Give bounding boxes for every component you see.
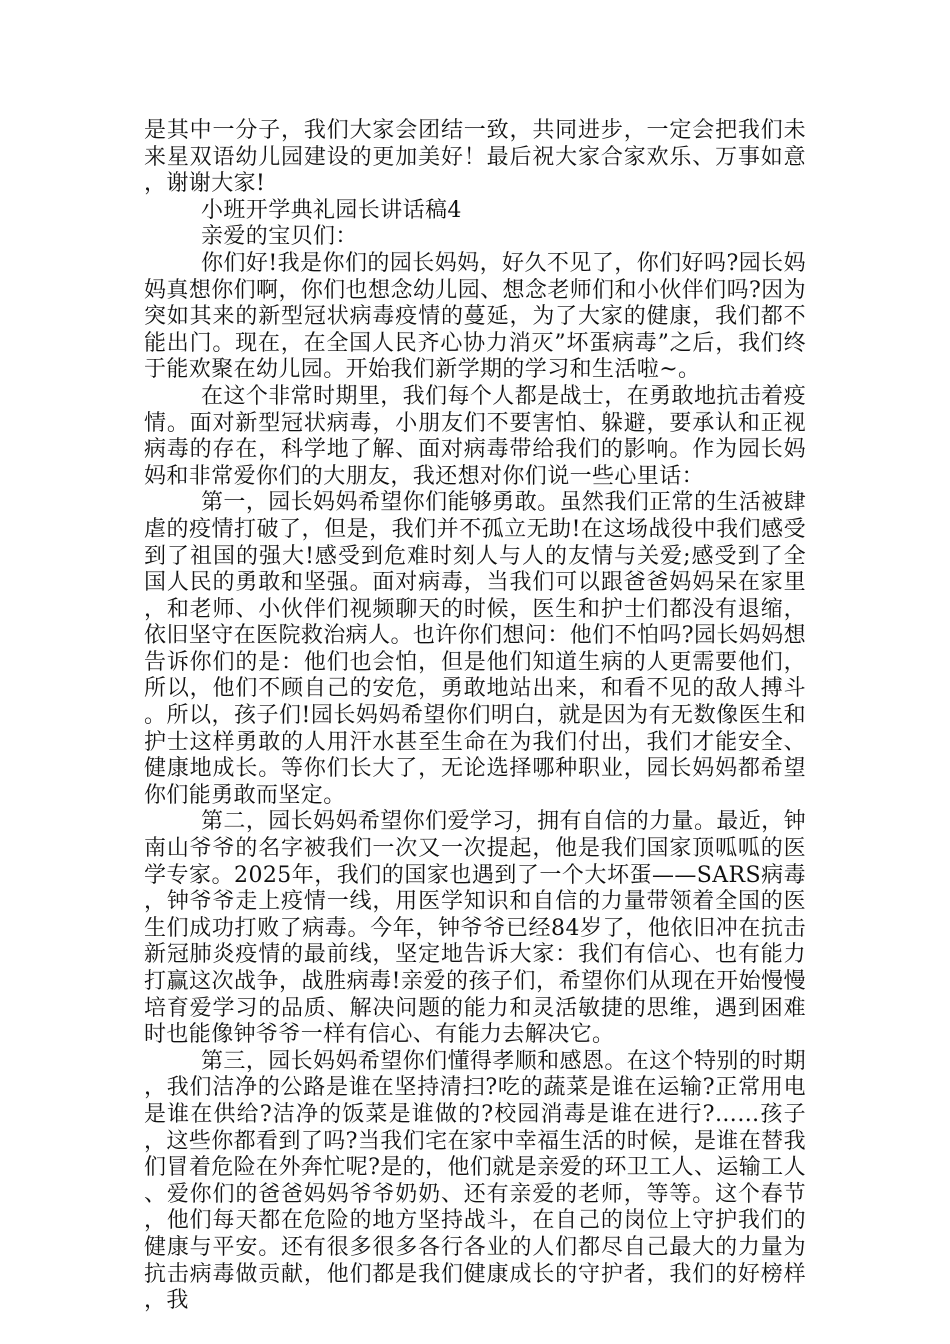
body-paragraph-third: 第三，园长妈妈希望你们懂得孝顺和感恩。在这个特别的时期，我们洁净的公路是谁在坚持清扫?吃的蔬菜是谁在运输?正常用电是谁在供给?洁净的饭菜是谁做的?校园消毒是谁在进行?……孩子，这些你都看到了吗?当我们宅在家中幸福生活的时候，是谁在替我们冒着危险在外奔忙呢?是的，他们就是亲爱的环卫工人、运输工人、爱你们的爸爸妈妈爷爷奶奶、还有亲爱的老师，等等。这个春节，他们每天都在危险的地方坚持战斗，在自己的岗位上守护我们的健康与平安。还有很多很多各行各业的人们都尽自己最大的力量为抗击病毒做贡献，他们都是我们健康成长的守护者，我们的好榜样，我 — [144, 1048, 806, 1314]
body-paragraph-intro: 在这个非常时期里，我们每个人都是战士，在勇敢地抗击着疫情。面对新型冠状病毒，小朋友们不要害怕、躲避，要承认和正视病毒的存在，科学地了解、面对病毒带给我们的影响。作为园长妈妈和非常爱你们的大朋友，我还想对你们说一些心里话： — [144, 383, 806, 489]
salutation: 亲爱的宝贝们： — [201, 224, 358, 250]
body-paragraph-second: 第二，园长妈妈希望你们爱学习，拥有自信的力量。最近，钟南山爷爷的名字被我们一次又一次提起，他是我们国家顶呱呱的医学专家。2025年，我们的国家也遇到了一个大坏蛋——SARS病毒，钟爷爷走上疫情一线，用医学知识和自信的力量带领着全国的医生们成功打败了病毒。今年，钟爷爷已经84岁了，他依旧冲在抗击新冠肺炎疫情的最前线，坚定地告诉大家：我们有信心、也有能力打赢这次战争，战胜病毒!亲爱的孩子们，希望你们从现在开始慢慢培育爱学习的品质、解决问题的能力和灵活敏捷的思维，遇到困难时也能像钟爷爷一样有信心、有能力去解决它。 — [144, 809, 806, 1048]
body-paragraph-greeting: 你们好!我是你们的园长妈妈，好久不见了，你们好吗?园长妈妈真想你们啊，你们也想念幼儿园、想念老师们和小伙伴们吗?因为突如其来的新型冠状病毒疫情的蔓延，为了大家的健康，我们都不能出门。现在，在全国人民齐心协力消灭”坏蛋病毒”之后，我们终于能欢聚在幼儿园。开始我们新学期的学习和生活啦~。 — [144, 250, 806, 383]
body-paragraph-first: 第一，园长妈妈希望你们能够勇敢。虽然我们正常的生活被肆虐的疫情打破了，但是，我们并不孤立无助!在这场战役中我们感受到了祖国的强大!感受到危难时刻人与人的友情与关爱;感受到了全国人民的勇敢和坚强。面对病毒，当我们可以跟爸爸妈妈呆在家里，和老师、小伙伴们视频聊天的时候，医生和护士们都没有退缩，依旧坚守在医院救治病人。也许你们想问：他们不怕吗?园长妈妈想告诉你们的是：他们也会怕，但是他们知道生病的人更需要他们，所以，他们不顾自己的安危，勇敢地站出来，和看不见的敌人搏斗。所以，孩子们!园长妈妈希望你们明白，就是因为有无数像医生和护士这样勇敢的人用汗水甚至生命在为我们付出，我们才能安全、健康地成长。等你们长大了，无论选择哪种职业，园长妈妈都希望你们能勇敢而坚定。 — [144, 490, 806, 808]
section-title: 小班开学典礼园长讲话稿4 — [201, 197, 462, 223]
closing-paragraph: 是其中一分子，我们大家会团结一致，共同进步，一定会把我们未来星双语幼儿园建设的更加美好！最后祝大家合家欢乐、万事如意，谢谢大家! — [144, 118, 806, 197]
document-page — [144, 118, 806, 1315]
